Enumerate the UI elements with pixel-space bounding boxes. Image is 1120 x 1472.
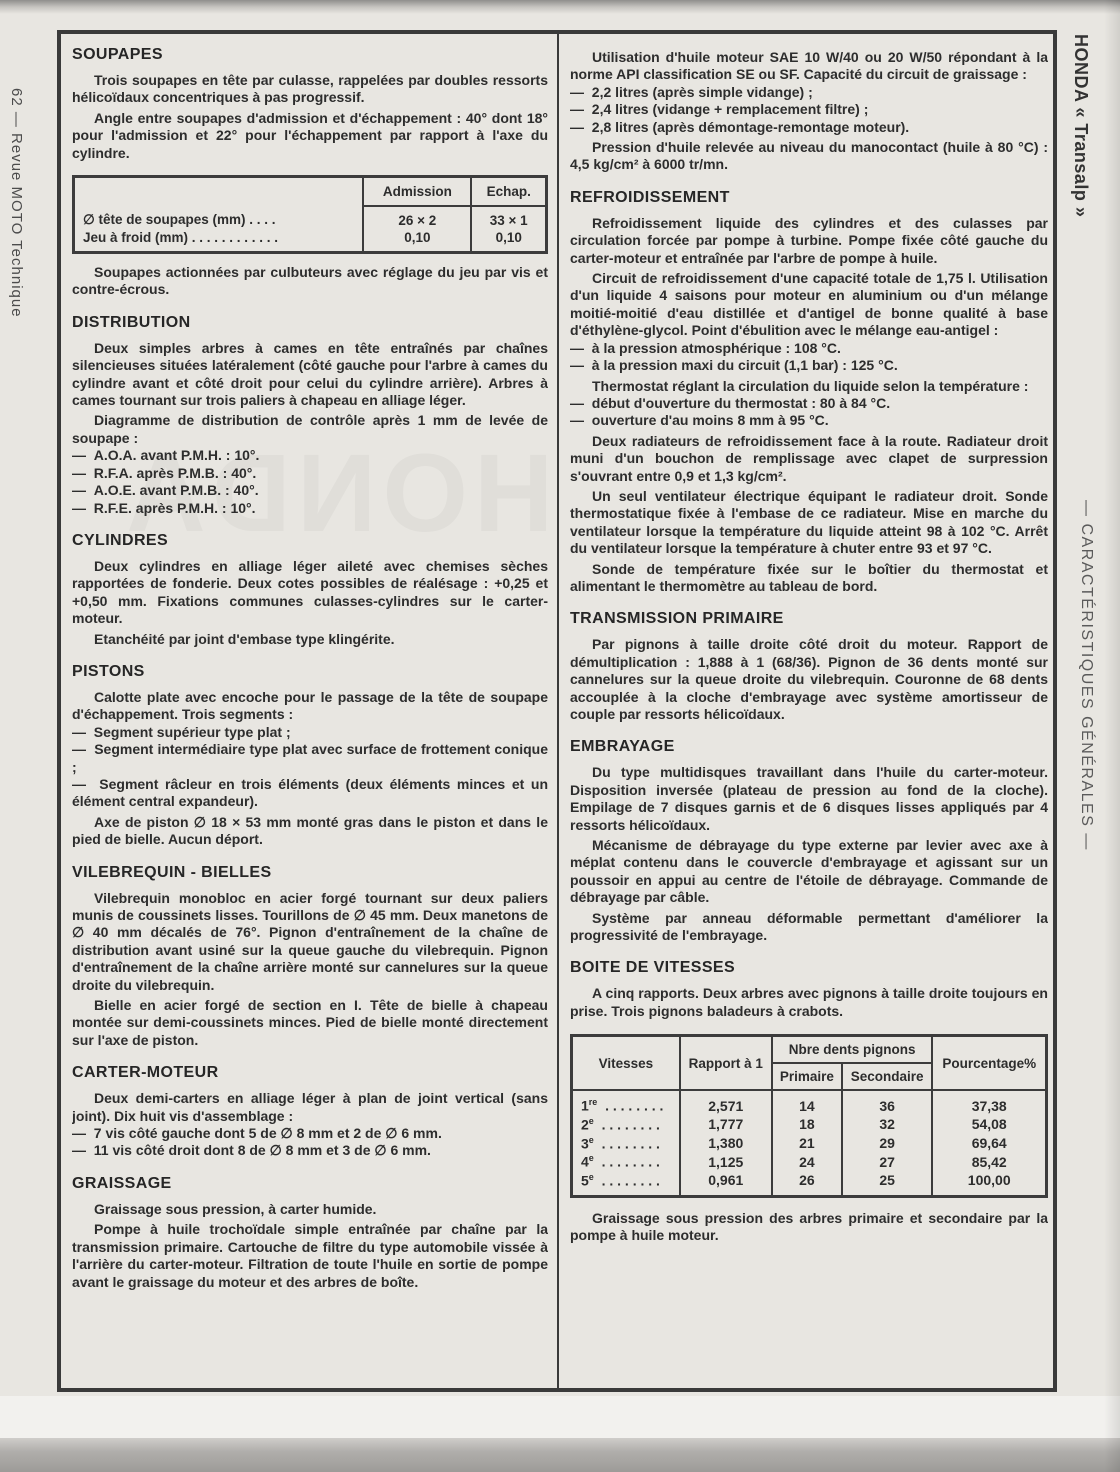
paragraph: Calotte plate avec encoche pour le passage de la tête de soupape d'échappement. Trois segments : bbox=[72, 688, 548, 723]
paragraph: Mécanisme de débrayage du type externe par levier avec axe à méplat contenu dans le couvercle d'embrayage et agissant sur un poussoir en appui au centre de l'étoile de débrayage. Commande de débrayage par câble. bbox=[570, 837, 1048, 906]
paragraph: Vilebrequin monobloc en acier forgé tournant sur deux paliers munis de coussinets lisses. Tourillons de ∅ 45 mm. Deux manetons de ∅ 40 mm décalés de 76°. Pignon d'entraînement de la chaîne de distribution avant usiné sur la queue gauche du vilebrequin. Pignon d'entraînement de la chaîne arrière monté sur cannelures sur la queue droite du vilebrequin. bbox=[72, 889, 548, 993]
valve-table-header-row bbox=[74, 177, 547, 207]
list-item: — à la pression atmosphérique : 108 °C. bbox=[570, 339, 841, 356]
gearbox-secondaire-value: 25 bbox=[842, 1171, 933, 1196]
list-item: — 2,8 litres (après démontage-remontage moteur). bbox=[570, 118, 910, 135]
gearbox-rapport-value: 1,380 bbox=[680, 1134, 772, 1153]
gearbox-rapport-value: 1,777 bbox=[680, 1115, 772, 1134]
valve-table-echap-value: 0,10 bbox=[471, 229, 546, 253]
paragraph: Deux simples arbres à cames en tête entraînés par chaînes silencieuses situées latéralement (côté gauche pour l'arbre à cames du cylindre avant et côté droit pour celui du cylindre arrière). Arbres à cames tournant sur trois paliers à chapeau en alliage léger. bbox=[72, 339, 548, 409]
valve-table-row-label: Jeu à froid (mm) . . . . . . . . . . . . bbox=[83, 230, 279, 246]
valve-table-column-header: Echap. bbox=[471, 177, 546, 207]
section-heading: EMBRAYAGE bbox=[570, 738, 675, 756]
gearbox-gear-label: 4e . . . . . . . . bbox=[581, 1153, 660, 1170]
list-item: — Segment supérieur type plat ; bbox=[72, 723, 291, 740]
gearbox-gear-label: 2e . . . . . . . . bbox=[581, 1115, 660, 1133]
paragraph: Circuit de refroidissement d'une capacité totale de 1,75 l. Utilisation d'un liquide 4 saisons pour moteur en aluminium ou d'un mélange moitié-moitié d'eau distillée et d'antigel de bonne qualité à base d'éthylène-glycol. Point d'ébulition avec le mélange eau-antigel : bbox=[570, 270, 1048, 339]
list-item: — R.F.E. après P.M.H. : 10°. bbox=[72, 499, 256, 516]
paragraph: Soupapes actionnées par culbuteurs avec réglage du jeu par vis et contre-écrous. bbox=[72, 264, 548, 298]
gearbox-rapport-value: 0,961 bbox=[680, 1171, 772, 1196]
gearbox-header-secondaire: Secondaire bbox=[842, 1063, 933, 1090]
column-divider bbox=[557, 30, 559, 1392]
section-heading: SOUPAPES bbox=[72, 46, 163, 63]
paragraph: Bielle en acier forgé de section en I. Tête de bielle à chapeau montée sur demi-coussinets minces. Pied de bielle monté directement sur l'axe de piston. bbox=[72, 997, 548, 1048]
list-item: — début d'ouverture du thermostat : 80 à 84 °C. bbox=[570, 394, 891, 411]
page-below-frame bbox=[0, 1396, 1120, 1442]
list-item: — A.O.E. avant P.M.B. : 40°. bbox=[72, 482, 259, 499]
gearbox-header-row-1 bbox=[572, 1036, 1047, 1064]
paragraph: Diagramme de distribution de contrôle après 1 mm de levée de soupape : bbox=[72, 412, 548, 446]
gearbox-row bbox=[572, 1152, 1047, 1171]
gearbox-rapport-value: 1,125 bbox=[680, 1152, 772, 1171]
section-heading: BOITE DE VITESSES bbox=[570, 959, 736, 977]
valve-table-row-label: ∅ tête de soupapes (mm) . . . . bbox=[83, 212, 276, 228]
gearbox-secondaire-value: 29 bbox=[842, 1134, 933, 1153]
list-item: — 11 vis côté droit dont 8 de ∅ 8 mm et 3 de ∅ 6 mm. bbox=[72, 1142, 431, 1159]
gearbox-header-vitesses: Vitesses bbox=[572, 1036, 680, 1091]
valve-table-admission-value: 0,10 bbox=[363, 229, 471, 253]
gearbox-secondaire-value: 32 bbox=[842, 1115, 933, 1134]
list-item: — A.O.A. avant P.M.H. : 10°. bbox=[72, 447, 260, 464]
section-heading: CARTER-MOTEUR bbox=[72, 1064, 219, 1082]
paragraph: Du type multidisques travaillant dans l'huile du carter-moteur. Disposition inversée (plateau de pression au fond de la cloche). Empilage de 7 disques garnis et de 6 disques lisses appliqués par 4 ressorts hélicoïdaux. bbox=[570, 764, 1048, 833]
gearbox-secondaire-value: 36 bbox=[842, 1090, 933, 1115]
paragraph: Deux cylindres en alliage léger aileté avec chemises sèches rapportées de fonderie. Deux cotes possibles de réalésage : +0,25 et +0,50 mm. Fixations communes culasses-cylindres sur le carter-moteur. bbox=[72, 557, 548, 627]
paragraph: Deux demi-carters en alliage léger à plan de joint vertical (sans joint). Dix huit vis d'assemblage : bbox=[72, 1090, 548, 1124]
paragraph: Pression d'huile relevée au niveau du manocontact (huile à 80 °C) : 4,5 kg/cm² à 6000 tr/mn. bbox=[570, 139, 1048, 173]
gearbox-row bbox=[572, 1171, 1047, 1196]
list-item: — 7 vis côté gauche dont 5 de ∅ 8 mm et 2 de ∅ 6 mm. bbox=[72, 1125, 442, 1142]
gearbox-secondaire-value: 27 bbox=[842, 1152, 933, 1171]
page-edge-bottom bbox=[0, 1438, 1120, 1472]
section-heading: DISTRIBUTION bbox=[72, 313, 191, 331]
gearbox-gear-label: 5e . . . . . . . . bbox=[581, 1171, 660, 1189]
section-heading: CYLINDRES bbox=[72, 531, 169, 549]
gearbox-pourcentage-value: 100,00 bbox=[932, 1171, 1046, 1196]
gearbox-header-primaire: Primaire bbox=[772, 1063, 842, 1090]
paragraph: Thermostat réglant la circulation du liquide selon la température : bbox=[592, 377, 1029, 394]
paragraph: Sonde de température fixée sur le boîtier du thermostat et alimentant le thermomètre au tableau de bord. bbox=[570, 560, 1048, 594]
valve-table-corner-cell bbox=[74, 177, 364, 207]
valve-table-admission-value: 26 × 2 bbox=[363, 206, 471, 229]
paragraph: Axe de piston ∅ 18 × 53 mm monté gras dans le piston et dans le pied de bielle. Aucun déport. bbox=[72, 813, 548, 848]
gearbox-primaire-value: 24 bbox=[772, 1152, 842, 1171]
gearbox-table bbox=[570, 1034, 1048, 1197]
valve-spec-table bbox=[72, 175, 548, 254]
paragraph: Système par anneau déformable permettant d'améliorer la progressivité de l'embrayage. bbox=[570, 909, 1048, 944]
list-item: — Segment intermédiaire type plat avec surface de frottement conique ; bbox=[72, 741, 548, 775]
left-margin-caption: 62 — Revue MOTO Technique bbox=[8, 88, 25, 318]
paragraph: Trois soupapes en tête par culasse, rappelées par doubles ressorts hélicoïdaux concentriques à pas progressif. bbox=[72, 72, 548, 106]
paragraph: Graissage sous pression, à carter humide. bbox=[94, 1200, 377, 1217]
gearbox-pourcentage-value: 69,64 bbox=[932, 1134, 1046, 1153]
list-item: — 2,4 litres (vidange + remplacement filtre) ; bbox=[570, 101, 869, 118]
list-item: — Segment râcleur en trois éléments (deux éléments minces et un élément central expandeur). bbox=[72, 775, 548, 810]
list-item: — à la pression maxi du circuit (1,1 bar) : 125 °C. bbox=[570, 357, 898, 374]
list-item: — R.F.A. après P.M.B. : 40°. bbox=[72, 464, 257, 481]
paragraph: Utilisation d'huile moteur SAE 10 W/40 ou 20 W/50 répondant à la norme API classification SE ou SF. Capacité du circuit de graissage : bbox=[570, 49, 1048, 83]
right-column bbox=[570, 46, 1048, 1384]
gearbox-row bbox=[572, 1134, 1047, 1153]
gearbox-gear-label: 3e . . . . . . . . bbox=[581, 1134, 660, 1152]
paragraph: Graissage sous pression des arbres primaire et secondaire par la pompe à huile moteur. bbox=[570, 1209, 1048, 1243]
gearbox-primaire-value: 21 bbox=[772, 1134, 842, 1153]
gearbox-primaire-value: 14 bbox=[772, 1090, 842, 1115]
section-heading: TRANSMISSION PRIMAIRE bbox=[570, 610, 784, 628]
gearbox-header-pourcentage: Pourcentage% bbox=[932, 1036, 1046, 1091]
section-heading: PISTONS bbox=[72, 662, 145, 680]
right-margin-title: HONDA « Transalp » bbox=[1071, 34, 1091, 218]
paragraph: Pompe à huile trochoïdale simple entraînée par chaîne par la transmission primaire. Cartouche de filtre du type automobile vissée à l'arrière du carter-moteur. Filtration de toute l'huile en sortie de pompe avant le graissage du moteur et des arbres de boîte. bbox=[72, 1221, 548, 1290]
paragraph: Etanchéité par joint d'embase type klingérite. bbox=[94, 630, 395, 647]
right-margin-subtitle: — CARACTÉRISTIQUES GÉNÉRALES — bbox=[1078, 500, 1095, 851]
gearbox-header-dents: Nbre dents pignons bbox=[772, 1036, 933, 1064]
page-edge-right bbox=[1104, 0, 1120, 1472]
gearbox-pourcentage-value: 37,38 bbox=[932, 1090, 1046, 1115]
gearbox-rapport-value: 2,571 bbox=[680, 1090, 772, 1115]
paragraph: Deux radiateurs de refroidissement face à la route. Radiateur droit muni d'un bouchon de remplissage avec clapet de surpression s'ouvrant entre 0,9 et 1,3 kg/cm². bbox=[570, 432, 1048, 484]
section-heading: VILEBREQUIN - BIELLES bbox=[72, 863, 272, 881]
valve-table-row bbox=[74, 229, 547, 253]
gearbox-row bbox=[572, 1115, 1047, 1134]
valve-table-column-header: Admission bbox=[363, 177, 471, 207]
list-item: — 2,2 litres (après simple vidange) ; bbox=[570, 83, 813, 100]
gearbox-primaire-value: 26 bbox=[772, 1171, 842, 1196]
paragraph: Par pignons à taille droite côté droit du moteur. Rapport de démultiplication : 1,888 à 1 (68/36). Pignon de 36 dents monté sur cannelures sur la queue droite du vilebrequin. Couronne de 68 dents accouplée à la cloche d'embrayage avec système amortisseur de couple par ressorts hélicoïdaux. bbox=[570, 636, 1048, 722]
gearbox-pourcentage-value: 54,08 bbox=[932, 1115, 1046, 1134]
section-heading: REFROIDISSEMENT bbox=[570, 188, 730, 206]
paragraph: Un seul ventilateur électrique équipant le radiateur droit. Sonde thermostatique fixée à l'embase de ce radiateur. Mise en marche du ventilateur lorsque la température du liquide atteint 98 à 102 °C. Arrêt du ventilateur lorsque la température à chuter entre 93 et 97 °C. bbox=[570, 487, 1048, 557]
gearbox-primaire-value: 18 bbox=[772, 1115, 842, 1134]
paragraph: A cinq rapports. Deux arbres avec pignons à taille droite toujours en prise. Trois pignons baladeurs à crabots. bbox=[570, 985, 1048, 1019]
gearbox-gear-label: 1re . . . . . . . . bbox=[581, 1097, 664, 1114]
paragraph: Angle entre soupapes d'admission et d'échappement : 40° dont 18° pour l'admission et 22° pour l'échappement par rapport à l'axe du cylindre. bbox=[72, 109, 548, 161]
page-edge-top bbox=[0, 0, 1120, 14]
paragraph: Refroidissement liquide des cylindres et des culasses par circulation forcée par pompe à turbine. Pompe fixée côté gauche du carter-moteur et entraînée par l'arbre de pompe à huile. bbox=[570, 214, 1048, 266]
list-item: — ouverture d'au moins 8 mm à 95 °C. bbox=[570, 412, 829, 429]
valve-table-row bbox=[74, 206, 547, 229]
section-heading: GRAISSAGE bbox=[72, 1174, 172, 1192]
valve-table-echap-value: 33 × 1 bbox=[471, 206, 546, 229]
gearbox-row bbox=[572, 1090, 1047, 1115]
gearbox-header-rapport: Rapport à 1 bbox=[680, 1036, 772, 1091]
gearbox-pourcentage-value: 85,42 bbox=[932, 1152, 1046, 1171]
left-column bbox=[72, 44, 548, 1384]
